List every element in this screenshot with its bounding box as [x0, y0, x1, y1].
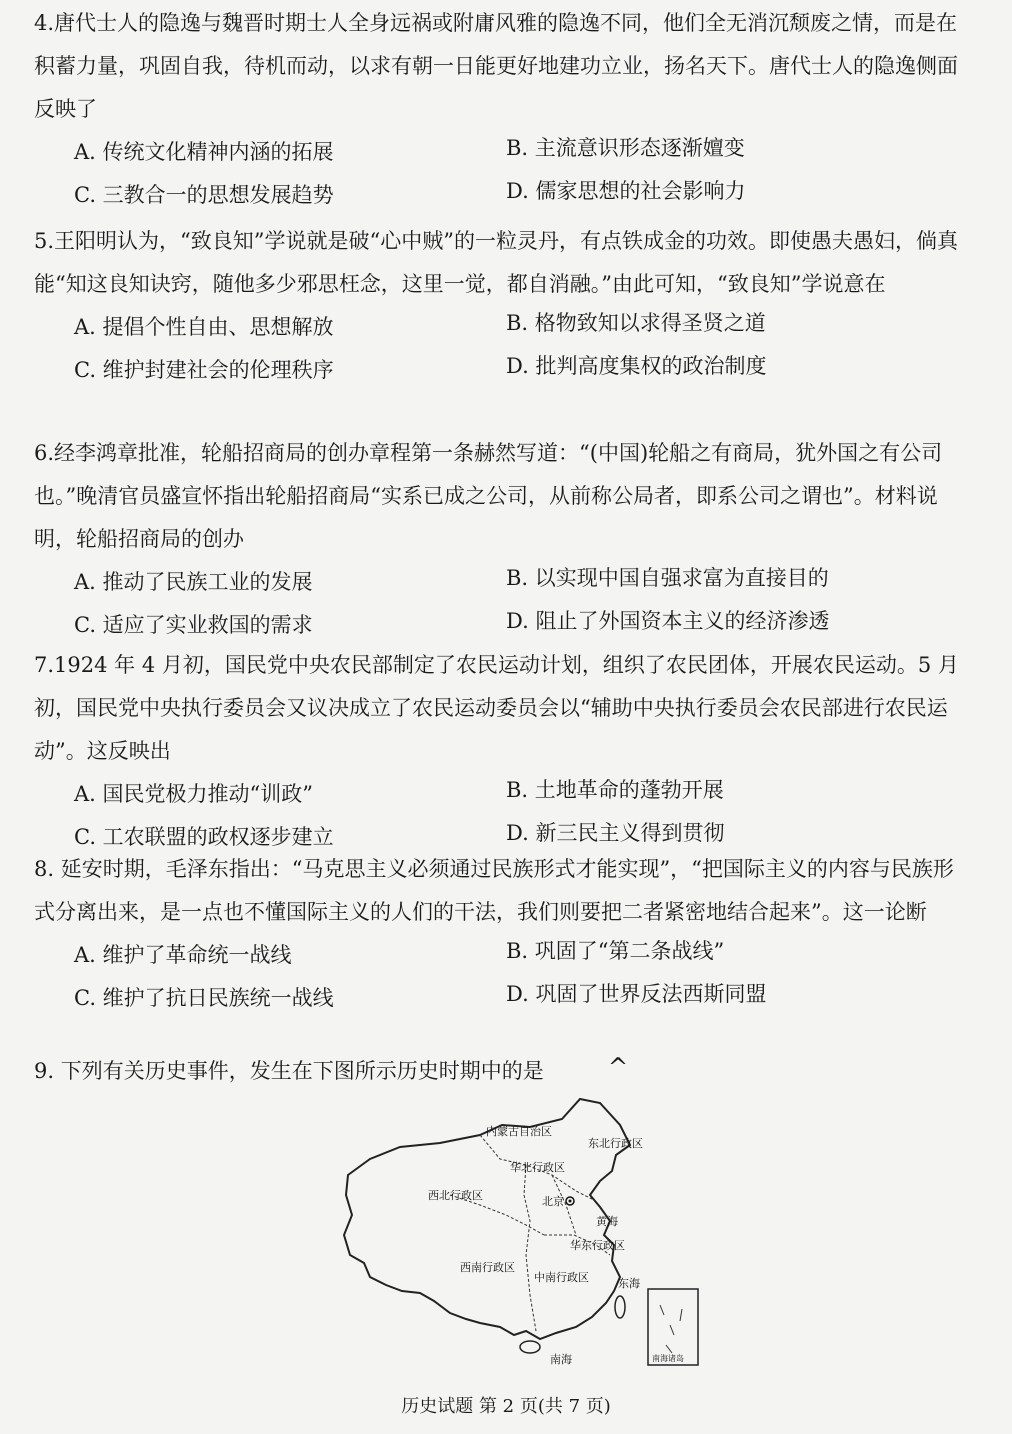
- option-c[interactable]: C. 维护封建社会的伦理秩序: [74, 358, 334, 382]
- option-b[interactable]: B. 格物致知以求得圣贤之道: [506, 311, 766, 335]
- option-c[interactable]: C. 维护了抗日民族统一战线: [74, 986, 334, 1010]
- label-nanhai: 南海: [550, 1353, 572, 1366]
- hainan-island: [520, 1341, 540, 1353]
- label-xibei: 西北行政区: [428, 1189, 483, 1202]
- option-d[interactable]: D. 儒家思想的社会影响力: [506, 179, 746, 203]
- option-a[interactable]: A. 国民党极力推动“训政”: [74, 782, 313, 806]
- option-a[interactable]: A. 推动了民族工业的发展: [74, 570, 313, 594]
- options: [34, 131, 969, 217]
- option-c[interactable]: C. 工农联盟的政权逐步建立: [74, 825, 334, 849]
- option-b[interactable]: B. 土地革命的蓬勃开展: [506, 778, 724, 802]
- page-footer: 历史试题 第 2 页(共 7 页): [401, 1396, 611, 1417]
- option-b[interactable]: B. 以实现中国自强求富为直接目的: [506, 566, 829, 590]
- question-stem: 7.1924 年 4 月初，国民党中央农民部制定了农民运动计划，组织了农民团体，开展农民运动。5 月初，国民党中央执行委员会又议决成立了农民运动委员会以“辅助中央执行委员会农民部进行农民运动”。这反映出: [34, 653, 959, 763]
- option-c[interactable]: C. 三教合一的思想发展趋势: [74, 183, 334, 207]
- option-a[interactable]: A. 提倡个性自由、思想解放: [74, 315, 334, 339]
- option-b[interactable]: B. 巩固了“第二条战线”: [506, 939, 725, 963]
- label-xinan: 西南行政区: [460, 1261, 515, 1274]
- question-stem: 5.王阳明认为，“致良知”学说就是破“心中贼”的一粒灵丹，有点铁成金的功效。即使愚夫愚妇，倘真能“知这良知诀窍，随他多少邪思枉念，这里一觉，都自消融。”由此可知，“致良知”学说意在: [34, 229, 958, 296]
- map-svg: [330, 1095, 710, 1375]
- options: [34, 561, 969, 647]
- label-dongbei: 东北行政区: [588, 1137, 643, 1150]
- option-d[interactable]: D. 批判高度集权的政治制度: [506, 354, 767, 378]
- label-huanghai: 黄海: [596, 1215, 618, 1228]
- question-7: [34, 644, 969, 859]
- china-administrative-map: [330, 1095, 710, 1375]
- label-donghai: 东海: [618, 1277, 640, 1290]
- label-beijing: 北京: [542, 1195, 564, 1208]
- question-stem: 8. 延安时期，毛泽东指出：“马克思主义必须通过民族形式才能实现”，“把国际主义的内容与民族形式分离出来，是一点也不懂国际主义的人们的干法，我们则要把二者紧密地结合起来”。这一论断: [34, 857, 954, 924]
- options: [34, 306, 969, 392]
- label-neimenggu: 内蒙古自治区: [486, 1125, 552, 1138]
- option-d[interactable]: D. 巩固了世界反法西斯同盟: [506, 982, 767, 1006]
- question-8: [34, 848, 969, 1020]
- question-stem: 4.唐代士人的隐逸与魏晋时期士人全身远祸或附庸风雅的隐逸不同，他们全无消沉颓废之情，而是在积蓄力量，巩固自我，待机而动，以求有朝一日能更好地建功立业，扬名天下。唐代士人的隐逸侧面反映了: [34, 11, 958, 121]
- label-huadong: 华东行政区: [570, 1239, 625, 1252]
- options: [34, 773, 969, 859]
- label-zhongnan: 中南行政区: [534, 1271, 589, 1284]
- boundary-line: [524, 1165, 536, 1331]
- option-b[interactable]: B. 主流意识形态逐渐嬗变: [506, 136, 745, 160]
- question-stem: 6.经李鸿章批准，轮船招商局的创办章程第一条赫然写道：“(中国)轮船之有商局，犹外国之有公司也。”晚清官员盛宣怀指出轮船招商局“实系已成之公司，从前称公局者，即系公司之谓也”。材料说明，轮船招商局的创办: [34, 441, 943, 551]
- option-c[interactable]: C. 适应了实业救国的需求: [74, 613, 313, 637]
- pen-mark: ^: [608, 1053, 629, 1081]
- label-huabei: 华北行政区: [510, 1161, 565, 1174]
- question-5: [34, 220, 969, 392]
- question-9: [34, 1050, 969, 1093]
- question-6: [34, 432, 969, 647]
- options: [34, 934, 969, 1020]
- option-a[interactable]: A. 传统文化精神内涵的拓展: [74, 140, 334, 164]
- label-nanhai-islands: 南海诸岛: [652, 1354, 684, 1363]
- option-d[interactable]: D. 阻止了外国资本主义的经济渗透: [506, 609, 830, 633]
- option-d[interactable]: D. 新三民主义得到贯彻: [506, 821, 725, 845]
- question-stem: 9. 下列有关历史事件，发生在下图所示历史时期中的是: [34, 1059, 544, 1083]
- question-4: [34, 2, 969, 217]
- taiwan-island: [615, 1296, 625, 1318]
- option-a[interactable]: A. 维护了革命统一战线: [74, 943, 292, 967]
